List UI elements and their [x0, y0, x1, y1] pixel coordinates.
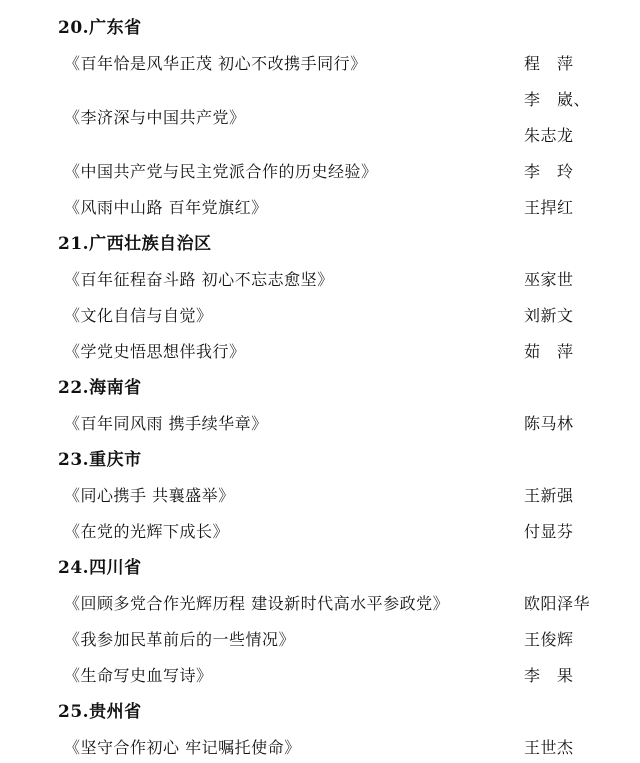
section-heading-row	[0, 229, 640, 259]
section-heading: 25.贵州省	[58, 702, 142, 722]
section-heading-row	[0, 445, 640, 475]
author-row	[0, 481, 640, 511]
author-row	[0, 121, 640, 151]
entry-title: 《回顾多党合作光辉历程 建设新时代高水平参政党》	[64, 594, 450, 613]
entry-author: 朱志龙	[524, 126, 574, 145]
section-heading: 23.重庆市	[58, 450, 142, 470]
entry-author: 欧阳泽华	[524, 594, 591, 613]
author-row	[0, 265, 640, 295]
author-row	[0, 733, 640, 763]
section-heading: 22.海南省	[58, 378, 142, 398]
entry-author: 付显芬	[524, 522, 574, 541]
author-row	[0, 85, 640, 115]
entry-title: 《李济深与中国共产党》	[64, 108, 246, 127]
author-row	[0, 589, 640, 619]
entry-author: 陈马林	[524, 414, 574, 433]
author-row	[0, 49, 640, 79]
entry-author: 王俊辉	[524, 630, 574, 649]
entry-author: 李 崴、	[524, 90, 591, 109]
entry-title: 《我参加民革前后的一些情况》	[64, 630, 296, 649]
entry-title: 《风雨中山路 百年党旗红》	[64, 198, 268, 217]
entry-author: 李 玲	[524, 162, 574, 181]
author-row	[0, 661, 640, 691]
entry-author: 王捍红	[524, 198, 574, 217]
entry-title: 《百年同风雨 携手续华章》	[64, 414, 268, 433]
entry-title: 《学党史悟思想伴我行》	[64, 342, 246, 361]
section-heading-row	[0, 697, 640, 727]
author-row	[0, 409, 640, 439]
entry-title: 《中国共产党与民主党派合作的历史经验》	[64, 162, 378, 181]
entry-author: 巫家世	[524, 270, 574, 289]
author-row	[0, 337, 640, 367]
entry-author: 王新强	[524, 486, 574, 505]
entry-title: 《百年征程奋斗路 初心不忘志愈坚》	[64, 270, 334, 289]
author-row	[0, 301, 640, 331]
entry-title: 《生命写史血写诗》	[64, 666, 213, 685]
entry-title: 《同心携手 共襄盛举》	[64, 486, 235, 505]
entry-title: 《坚守合作初心 牢记嘱托使命》	[64, 738, 301, 757]
entry-title: 《百年恰是风华正茂 初心不改携手同行》	[64, 54, 367, 73]
author-row	[0, 157, 640, 187]
entry-title: 《文化自信与自觉》	[64, 306, 213, 325]
entry-author: 王世杰	[524, 738, 574, 757]
author-row	[0, 193, 640, 223]
section-heading: 24.四川省	[58, 558, 142, 578]
entry-author: 李 果	[524, 666, 574, 685]
section-heading-row	[0, 13, 640, 43]
author-row	[0, 517, 640, 547]
entry-author: 刘新文	[524, 306, 574, 325]
section-heading: 21.广西壮族自治区	[58, 234, 212, 254]
entry-title: 《在党的光辉下成长》	[64, 522, 230, 541]
entry-author: 茹 萍	[524, 342, 574, 361]
section-heading-row	[0, 373, 640, 403]
section-heading-row	[0, 553, 640, 583]
section-heading: 20.广东省	[58, 18, 142, 38]
entry-author: 程 萍	[524, 54, 574, 73]
author-row	[0, 625, 640, 655]
